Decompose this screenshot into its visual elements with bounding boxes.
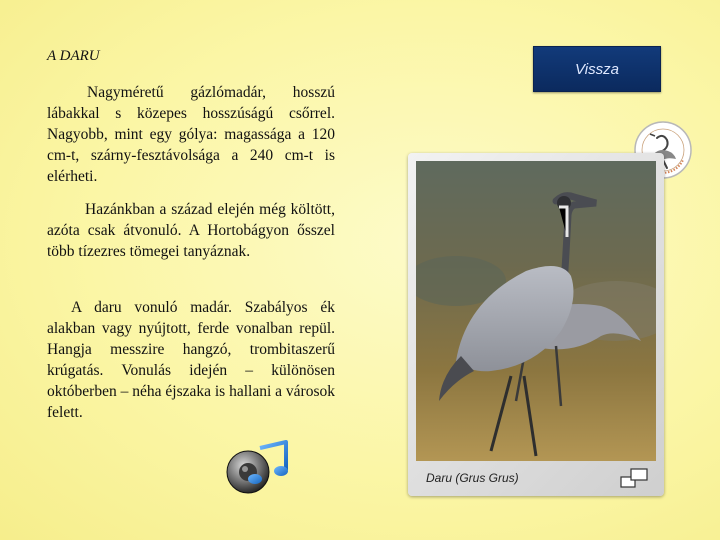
page-title: A DARU [47, 48, 100, 64]
photo-frame [408, 153, 664, 496]
paragraph-migration: A daru vonuló madár. Szabályos ék alakban vagy nyújtott, ferde vonalban repül. Hangja messzire hangzó, trombitaszerű krúgatás. Vonulás idején – különösen októberben – néha éjszaka is hallani a városok felett. [47, 299, 335, 421]
music-note-speaker-icon[interactable] [224, 440, 292, 496]
back-button[interactable]: Vissza [533, 46, 661, 92]
window-resize-icon[interactable] [620, 467, 650, 489]
paragraph-hungary: Hazánkban a század elején még költött, azóta csak átvonuló. A Hortobágyon ősszel több tízezres tömegei tanyáznak. [47, 201, 335, 260]
photo-caption: Daru (Grus Grus) [426, 471, 519, 485]
crane-photo[interactable] [416, 161, 656, 461]
paragraph-description: Nagyméretű gázlómadár, hosszú lábakkal s közepes hosszúságú csőrrel. Nagyobb, mint egy gólya: magassága a 120 cm-t, szárny-fesztávolsága a 240 cm-t is elérheti. [47, 84, 335, 185]
